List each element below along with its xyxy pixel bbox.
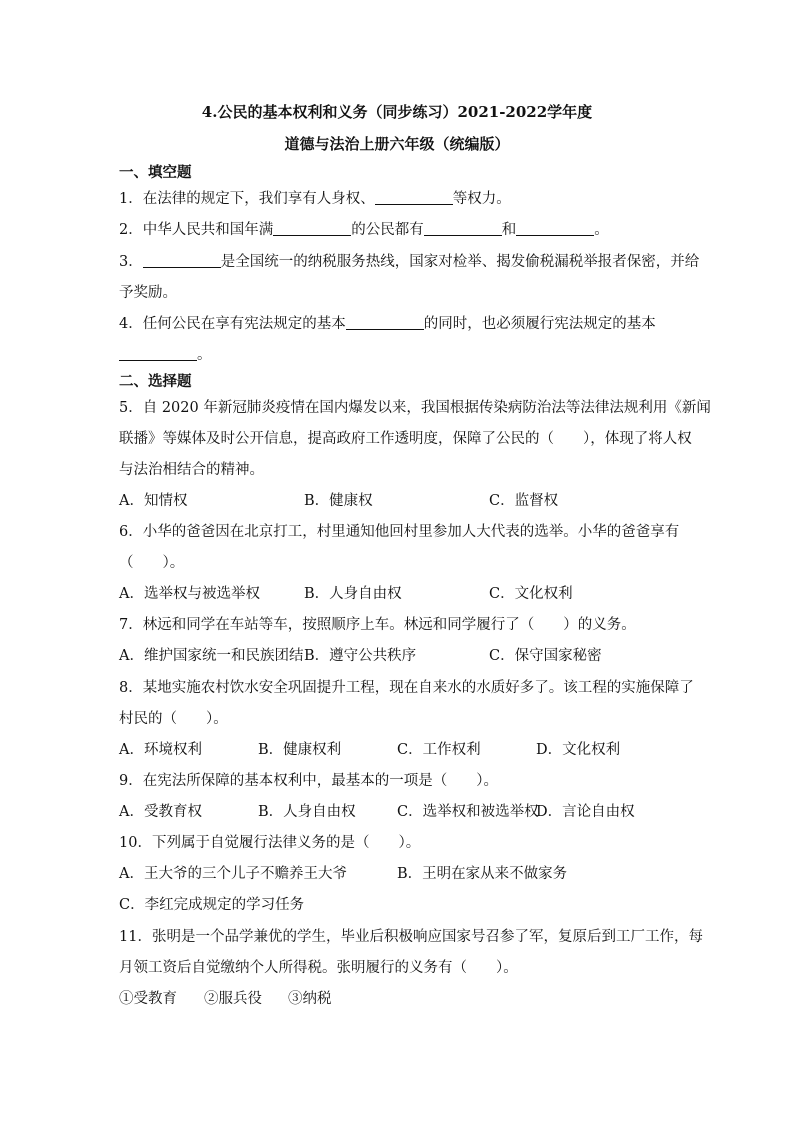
question-1: [119, 187, 511, 208]
document-title: 4.公民的基本权利和义务（同步练习）2021-2022学年度: [201, 103, 593, 121]
option-a[interactable]: A．知情权: [119, 493, 188, 509]
option-c[interactable]: C．监督权: [489, 493, 559, 509]
question-5-continued: 联播》等媒体及时公开信息，提高政府工作透明度，保障了公民的（ ），体现了将人权: [119, 431, 692, 447]
question-text: 是全国统一的纳税服务热线，国家对检举、揭发偷税漏税举报者保密，并给: [220, 254, 700, 270]
question-11-continued: 月领工资后自觉缴纳个人所得税。张明履行的义务有（ ）。: [119, 960, 518, 976]
option-a[interactable]: A．维护国家统一和民族团结: [119, 648, 304, 664]
question-6: 6．小华的爸爸因在北京打工，村里通知他回村里参加人大代表的选举。小华的爸爸享有: [119, 524, 680, 540]
question-3: [119, 250, 699, 271]
answer-blank[interactable]: [143, 253, 221, 269]
option-c[interactable]: C．工作权利: [397, 742, 481, 758]
question-text: 2．中华人民共和国年满: [119, 222, 274, 238]
option-a[interactable]: A．环境权利: [119, 742, 202, 758]
option-a[interactable]: A．王大爷的三个儿子不赡养王大爷: [119, 866, 347, 882]
section-heading-fill: 一、填空题: [119, 164, 192, 181]
section-heading-choice: 二、选择题: [119, 373, 192, 390]
question-8-continued: 村民的（ ）。: [119, 711, 228, 727]
question-text: 的公民都有: [351, 222, 424, 238]
statement-item: ③纳税: [288, 991, 332, 1007]
question-9: 9．在宪法所保障的基本权利中，最基本的一项是（ ）。: [119, 773, 498, 789]
question-4-continued: [119, 343, 212, 364]
question-text: 和: [501, 222, 517, 238]
document-subtitle: 道德与法治上册六年级（统编版）: [284, 135, 510, 153]
option-c[interactable]: C．李红完成规定的学习任务: [119, 897, 305, 913]
question-text: 1．在法律的规定下，我们享有人身权、: [119, 191, 375, 207]
answer-blank[interactable]: [273, 221, 351, 237]
option-b[interactable]: B．王明在家从来不做家务: [397, 866, 568, 882]
option-b[interactable]: B．遵守公共秩序: [304, 648, 417, 664]
question-11: 11．张明是一个品学兼优的学生，毕业后积极响应国家号召参了军，复原后到工厂工作，每: [119, 929, 703, 945]
option-d[interactable]: D．言论自由权: [536, 804, 635, 820]
question-6-continued: （ ）。: [119, 555, 185, 571]
question-text: 3．: [119, 254, 143, 270]
question-3-continued: 予奖励。: [119, 285, 177, 301]
option-b[interactable]: B．人身自由权: [304, 586, 402, 602]
option-a[interactable]: A．受教育权: [119, 804, 202, 820]
option-c[interactable]: C．文化权利: [489, 586, 573, 602]
question-10: 10．下列属于自觉履行法律义务的是（ ）。: [119, 835, 421, 851]
answer-blank[interactable]: [346, 315, 424, 331]
option-c[interactable]: C．保守国家秘密: [489, 648, 602, 664]
option-a[interactable]: A．选举权与被选举权: [119, 586, 260, 602]
statement-item: ①受教育: [119, 991, 177, 1007]
question-7: 7．林远和同学在车站等车，按照顺序上车。林远和同学履行了（ ）的义务。: [119, 617, 636, 633]
answer-blank[interactable]: [516, 221, 594, 237]
question-text: 等权力。: [452, 191, 511, 207]
option-b[interactable]: B．健康权: [304, 493, 373, 509]
question-text: 4．任何公民在享有宪法规定的基本: [119, 316, 346, 332]
option-c[interactable]: C．选举权和被选举权: [397, 804, 539, 820]
question-text: 。: [594, 222, 609, 238]
answer-blank[interactable]: [375, 190, 453, 206]
answer-blank[interactable]: [119, 346, 197, 362]
question-text: 的同时，也必须履行宪法规定的基本: [423, 316, 656, 332]
option-b[interactable]: B．人身自由权: [258, 804, 356, 820]
statement-item: ②服兵役: [204, 991, 262, 1007]
question-8: 8．某地实施农村饮水安全巩固提升工程，现在自来水的水质好多了。该工程的实施保障了: [119, 680, 694, 696]
question-5: 5．自 2020 年新冠肺炎疫情在国内爆发以来，我国根据传染病防治法等法律法规利用《新闻: [119, 400, 711, 416]
question-4: [119, 312, 656, 333]
question-2: [119, 218, 609, 239]
question-text: 。: [197, 347, 212, 363]
option-b[interactable]: B．健康权利: [258, 742, 342, 758]
answer-blank[interactable]: [424, 221, 502, 237]
option-d[interactable]: D．文化权利: [536, 742, 621, 758]
question-5-continued: 与法治相结合的精神。: [119, 462, 264, 478]
